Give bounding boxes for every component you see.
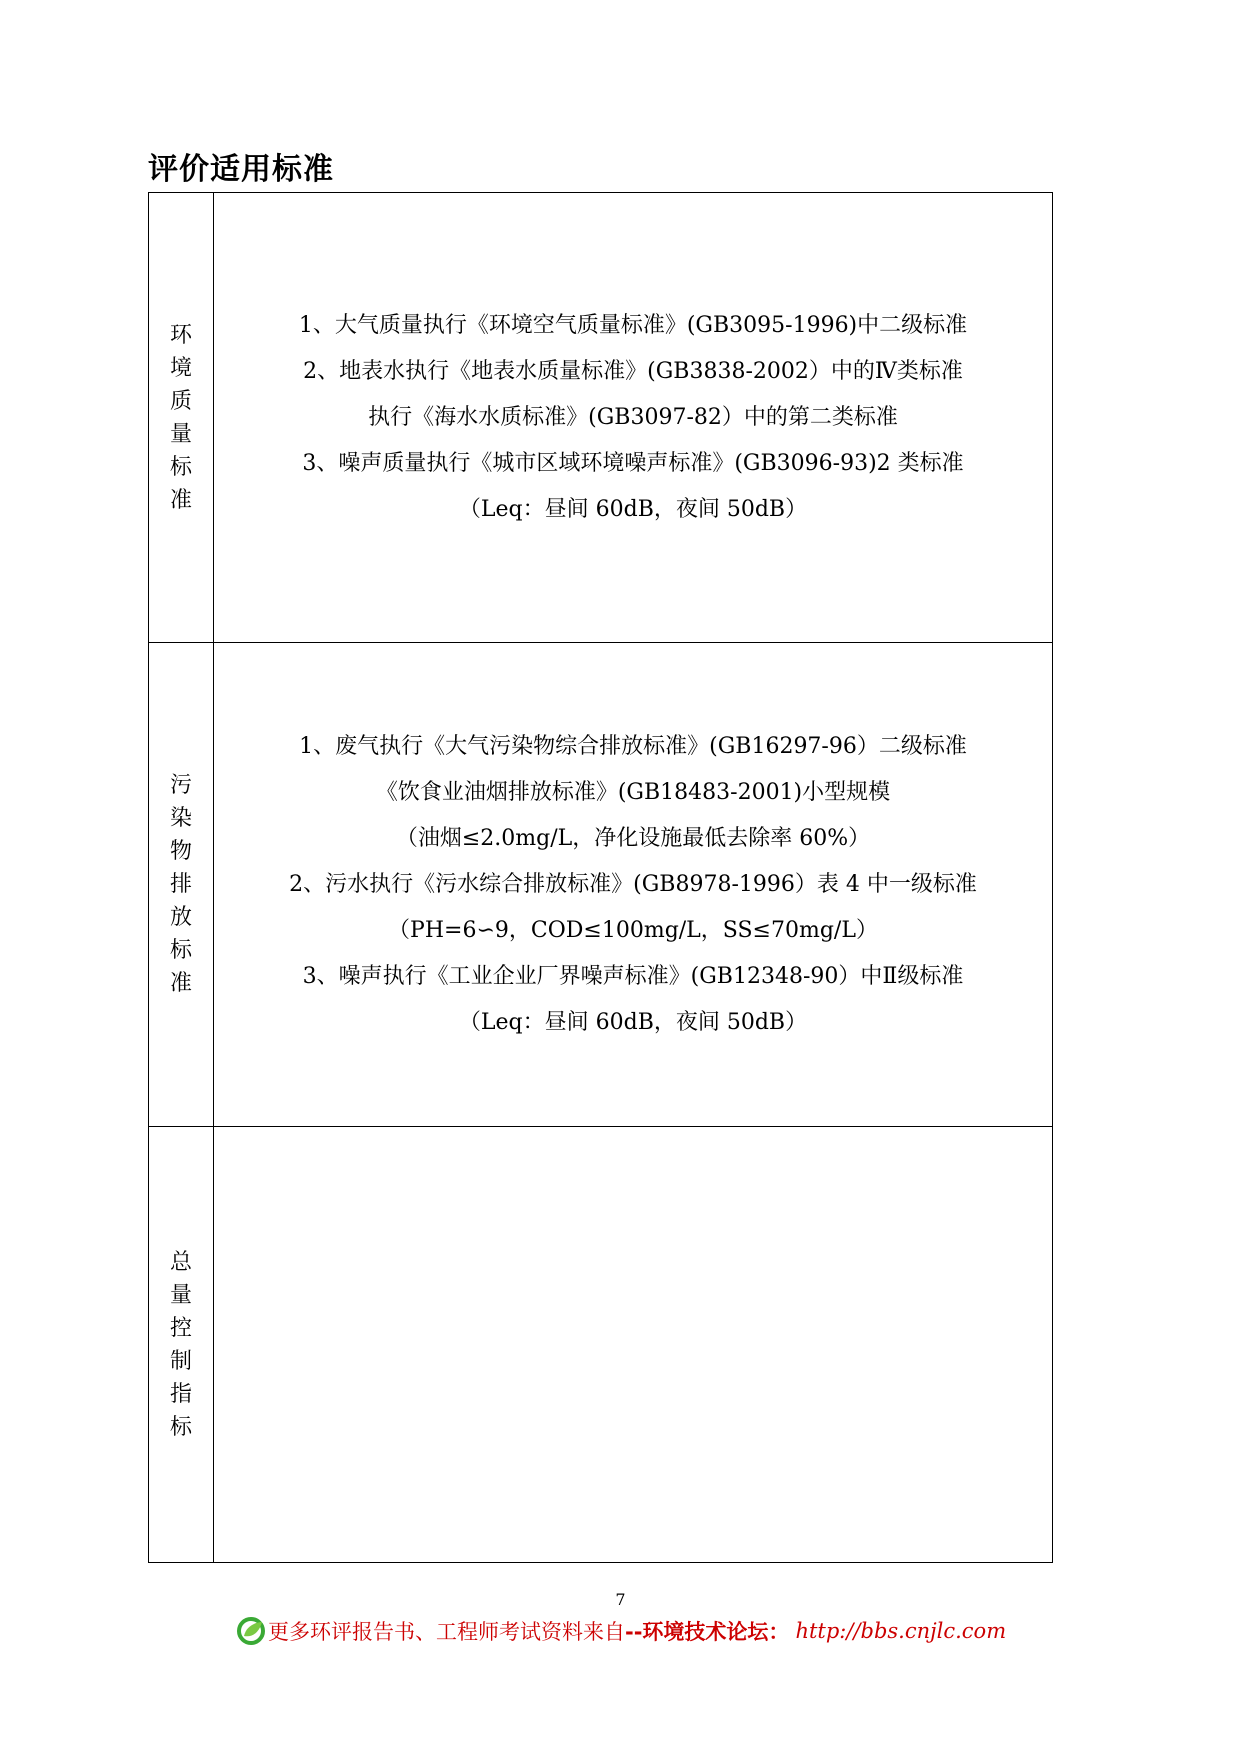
row-label: 总量控制指标: [169, 1249, 192, 1440]
standard-line: （Leq：昼间 60dB，夜间 50dB）: [458, 1009, 808, 1035]
row-label-cell: [149, 193, 214, 643]
page-number: 7: [615, 1590, 626, 1609]
standard-line: 执行《海水水质标准》(GB3097-82）中的第二类标准: [368, 404, 898, 430]
row-content-cell: [214, 643, 1053, 1127]
standard-line: 1、废气执行《大气污染物综合排放标准》(GB16297-96）二级标准: [299, 733, 967, 759]
footer-forum-name: --环境技术论坛：: [625, 1620, 790, 1644]
standard-line: （PH=6∽9，COD≤100mg/L，SS≤70mg/L）: [388, 917, 878, 943]
footer: [236, 1614, 1006, 1648]
row-content-cell-empty: [214, 1127, 1053, 1563]
table-row-total-control: [149, 1127, 1053, 1563]
standard-line: 1、大气质量执行《环境空气质量标准》(GB3095-1996)中二级标准: [298, 312, 968, 338]
standard-line: 2、地表水执行《地表水质量标准》(GB3838-2002）中的Ⅳ类标准: [303, 358, 963, 384]
table-row-emission-standards: [149, 643, 1053, 1127]
row-label-cell: [149, 1127, 214, 1563]
footer-text: 更多环评报告书、工程师考试资料来自: [268, 1620, 625, 1644]
row-label: 环境质量标准: [169, 322, 192, 513]
standard-line: （油烟≤2.0mg/L，净化设施最低去除率 60%）: [395, 825, 871, 851]
table-row-environmental-quality: [149, 193, 1053, 643]
page-title: 评价适用标准: [148, 152, 334, 187]
footer-link[interactable]: http://bbs.cnjlc.com: [795, 1619, 1007, 1643]
green-leaf-logo-icon: [236, 1616, 266, 1646]
row-label-cell: [149, 643, 214, 1127]
standard-line: 3、噪声执行《工业企业厂界噪声标准》(GB12348-90）中Ⅱ级标准: [302, 963, 964, 989]
standard-line: （Leq：昼间 60dB，夜间 50dB）: [458, 496, 808, 522]
standard-line: 2、污水执行《污水综合排放标准》(GB8978-1996）表 4 中一级标准: [289, 871, 977, 897]
row-label: 污染物排放标准: [169, 773, 192, 996]
standards-table: [148, 192, 1053, 1563]
standard-line: 《饮食业油烟排放标准》(GB18483-2001)小型规模: [375, 779, 891, 805]
row-content-cell: [214, 193, 1053, 643]
standard-line: 3、噪声质量执行《城市区域环境噪声标准》(GB3096-93)2 类标准: [302, 450, 964, 476]
